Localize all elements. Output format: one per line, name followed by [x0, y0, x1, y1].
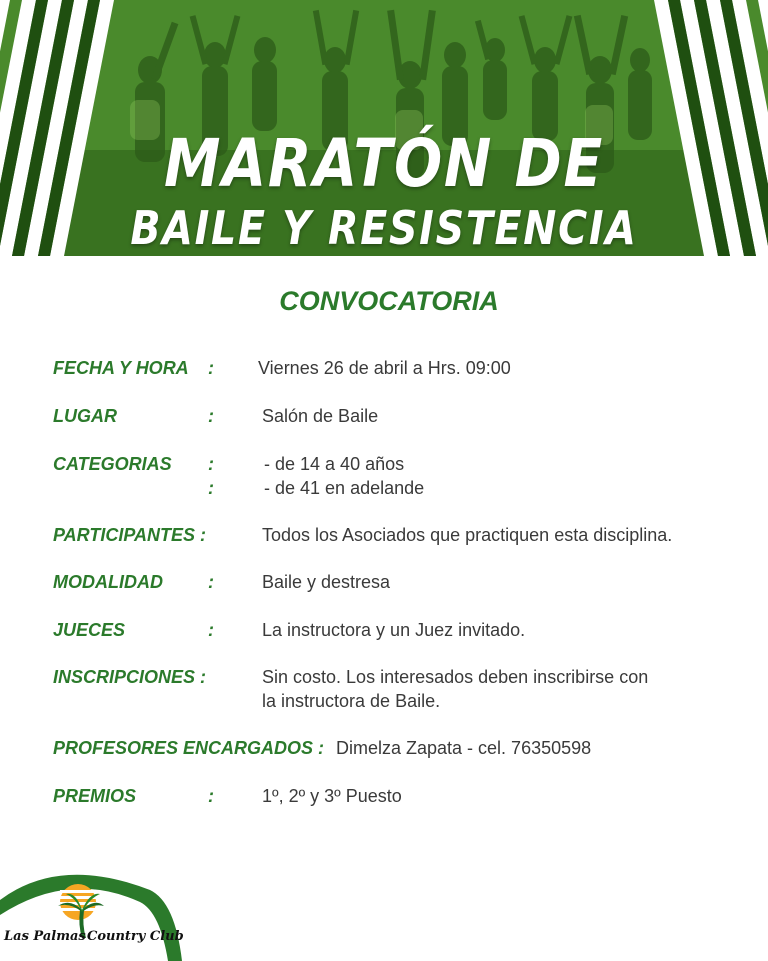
detail-value: 1º, 2º y 3º Puesto	[262, 786, 402, 806]
detail-colon: :	[208, 620, 214, 640]
detail-value-line2: la instructora de Baile.	[262, 691, 441, 711]
detail-label: INSCRIPCIONES :	[53, 667, 207, 687]
detail-value: Baile y destresa	[262, 572, 391, 592]
detail-label: MODALIDAD	[53, 572, 163, 592]
club-logo	[0, 860, 190, 961]
header-banner	[0, 0, 768, 256]
detail-value: La instructora y un Juez invitado.	[262, 620, 526, 640]
detail-label: JUECES	[53, 620, 126, 640]
detail-colon: :	[208, 454, 214, 474]
detail-label: PARTICIPANTES :	[53, 525, 207, 545]
club-name	[4, 929, 184, 944]
detail-colon: :	[208, 572, 214, 592]
detail-label: LUGAR	[53, 406, 117, 426]
detail-colon: :	[208, 478, 214, 498]
detail-colon: :	[208, 406, 214, 426]
detail-label: PREMIOS	[53, 786, 137, 806]
title-line-2: BAILE Y RESISTENCIA	[130, 201, 638, 255]
detail-colon: :	[208, 786, 214, 806]
detail-label: FECHA Y HORA	[53, 358, 189, 378]
detail-label: PROFESORES ENCARGADOS :	[53, 738, 325, 758]
detail-colon: :	[208, 358, 214, 378]
detail-value: Viernes 26 de abril a Hrs. 09:00	[258, 358, 511, 378]
detail-value: Dimelza Zapata - cel. 76350598	[336, 738, 592, 758]
detail-value: Todos los Asociados que practiquen esta disciplina.	[262, 525, 673, 545]
club-name-part1: Las Palmas	[4, 929, 86, 944]
detail-value: Sin costo. Los interesados deben inscribirse con	[262, 667, 649, 687]
detail-label: CATEGORIAS	[53, 454, 172, 474]
detail-value-line2: - de 41 en adelande	[264, 478, 425, 498]
detail-value: - de 14 a 40 años	[264, 454, 405, 474]
detail-value: Salón de Baile	[262, 406, 379, 426]
section-heading: CONVOCATORIA	[279, 286, 499, 316]
club-name-part2: Country Club	[87, 929, 184, 944]
title-line-1: MARATÓN DE	[164, 125, 604, 202]
